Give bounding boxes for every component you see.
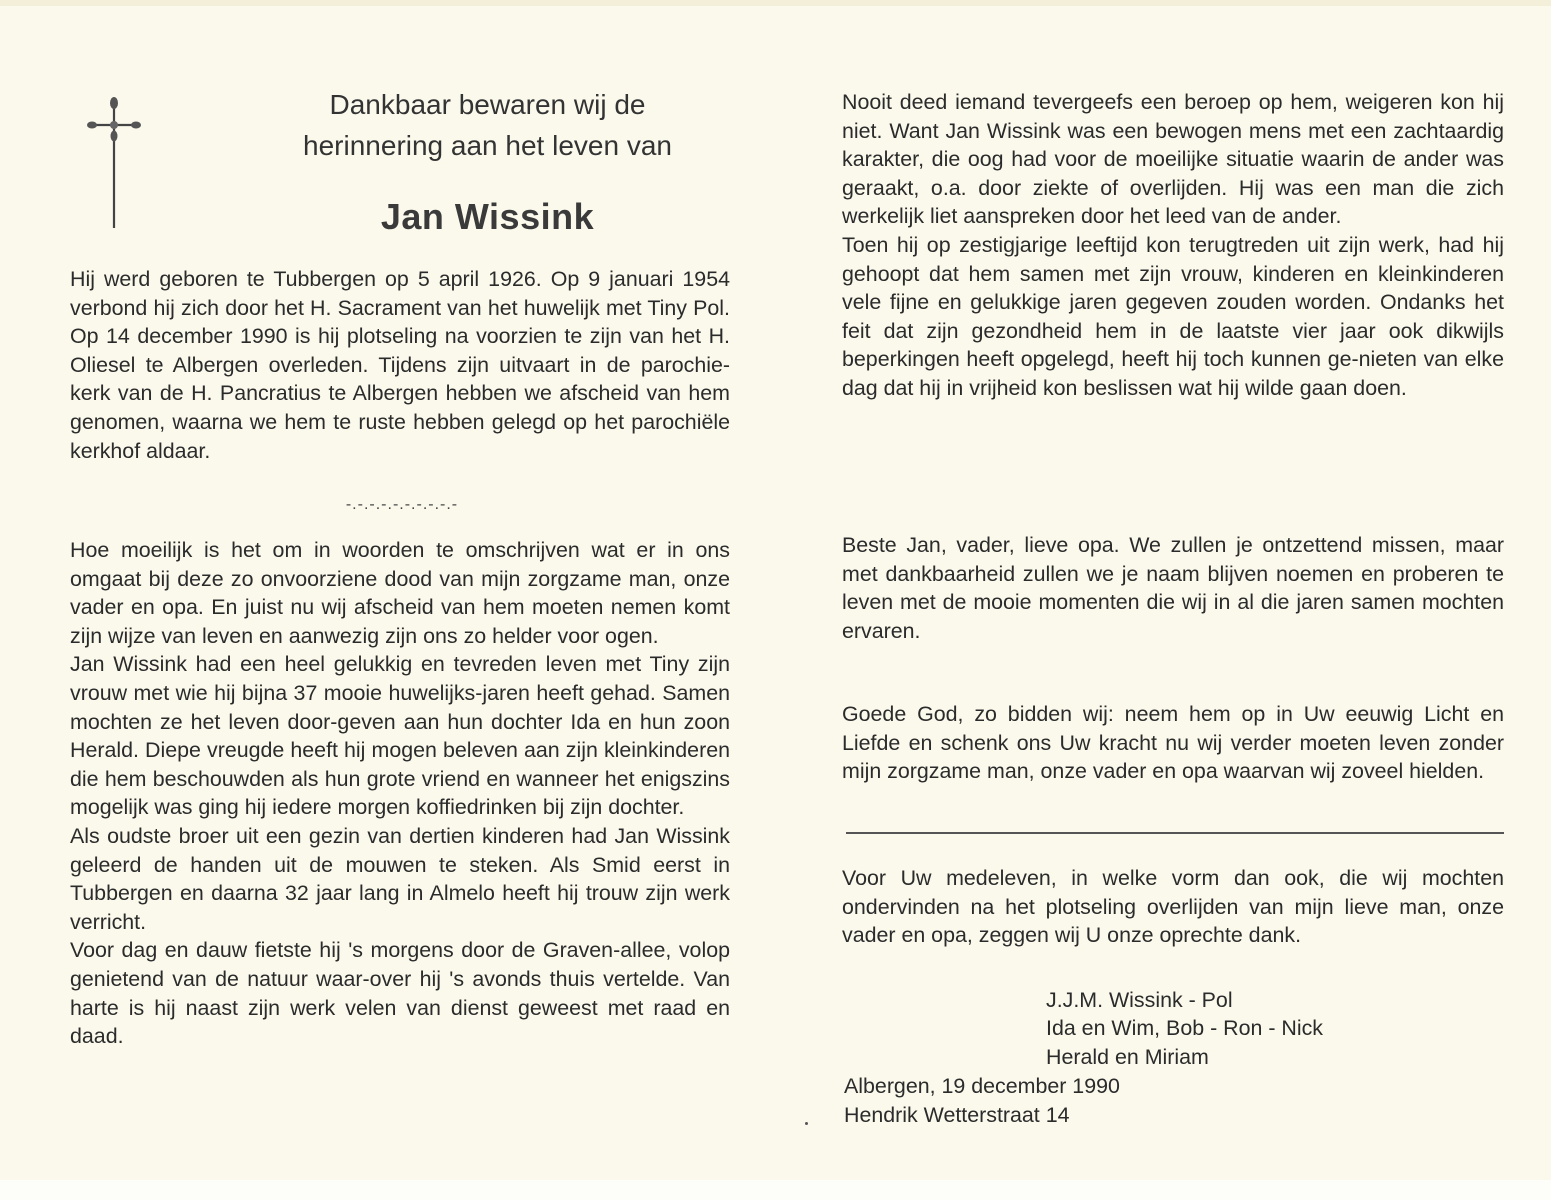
scan-edge-bottom (0, 1180, 1551, 1200)
left-paragraph-1: Hoe moeilijk is het om in woorden te omschrijven wat er in ons omgaat bij deze zo onvoorziene dood van mijn zorgzame man, onze vader en opa. En juist nu wij afscheid van hem moeten nemen komt zijn wijze van leven en aanwezig zijn ons zo helder voor ogen. (70, 538, 730, 648)
right-paragraph-4: Goede God, zo bidden wij: neem hem op in Uw eeuwig Licht en Liefde en schenk ons Uw kracht nu wij verder moeten leven zonder mijn zorgzame man, onze vader en opa waarvan wij zoveel hielden. (842, 702, 1504, 784)
scan-edge-top (0, 0, 1551, 6)
scan-speck (805, 1122, 808, 1125)
place-date: Albergen, 19 december 1990 (844, 1074, 1120, 1098)
memorial-heading (240, 84, 735, 166)
thanks-block (842, 864, 1504, 950)
right-column-prayer (842, 700, 1504, 786)
deceased-name: Jan Wissink (380, 196, 595, 237)
left-column-text (70, 536, 730, 1051)
right-paragraph-3: Beste Jan, vader, lieve opa. We zullen je ontzettend missen, maar met dankbaarheid zullen we je naam blijven noemen en proberen te leven met de mooie momenten die wij in al die jaren samen mochten ervaren. (842, 533, 1504, 643)
right-paragraph-2: Toen hij op zestigjarige leeftijd kon terugtreden uit zijn werk, had hij gehoopt dat hem samen met zijn vrouw, kinderen en kleinkinderen vele fijne en gelukkige jaren gegeven zouden worden. Ondanks het feit dat zijn gezondheid hem in de laatste vier jaar ook dikwijls beperkingen heeft opgelegd, heeft hij toch kunnen ge-nieten van elke dag dat hij in vrijheid kon beslissen wat hij wilde gaan doen. (842, 232, 1504, 400)
heading-line-2: herinnering aan het leven van (303, 130, 672, 161)
right-column-farewell (842, 531, 1504, 645)
signature-line-3: Herald en Miriam (1046, 1045, 1209, 1069)
right-column-text-top (842, 88, 1504, 403)
address: Hendrik Wetterstraat 14 (844, 1103, 1070, 1127)
heading-line-1: Dankbaar bewaren wij de (329, 89, 646, 120)
left-paragraph-2: Jan Wissink had een heel gelukkig en tevreden leven met Tiny zijn vrouw met wie hij bijna 37 mooie huwelijks-jaren heeft gehad. Samen mochten ze het leven door-geven aan hun dochter Ida en hun zoon Herald. Diepe vreugde heeft hij mogen beleven aan zijn kleinkinderen die hem beschouwden als hun grote vriend en wanneer het enigszins mogelijk was ging hij iedere morgen koffiedrinken bij zijn dochter. (70, 652, 730, 820)
signature-line-1: J.J.M. Wissink - Pol (1046, 988, 1233, 1012)
biography-paragraph: Hij werd geboren te Tubbergen op 5 april 1926. Op 9 januari 1954 verbond hij zich door het H. Sacrament van het huwelijk met Tiny Pol. Op 14 december 1990 is hij plotseling na voorzien te zijn van het H. Oliesel te Albergen overleden. Tijdens zijn uitvaart in de parochie-kerk van de H. Pancratius te Albergen hebben we afscheid van hem genomen, waarna we hem te ruste hebben gelegd op het parochiële kerkhof aldaar. (70, 267, 730, 463)
cross-icon (86, 92, 142, 232)
signature-line-2: Ida en Wim, Bob - Ron - Nick (1046, 1016, 1323, 1040)
left-paragraph-3: Als oudste broer uit een gezin van dertien kinderen had Jan Wissink geleerd de handen uit de mouwen te steken. Als Smid eerst in Tubbergen en daarna 32 jaar lang in Almelo heeft hij trouw zijn werk verricht. (70, 823, 730, 934)
biography-block (70, 265, 730, 465)
thanks-paragraph: Voor Uw medeleven, in welke vorm dan ook, die wij mochten ondervinden na het plotseling overlijden van mijn lieve man, onze vader en opa, zeggen wij U onze oprechte dank. (842, 866, 1504, 948)
dotted-separator: -.-.-.-.-.-.-.-.-.- (345, 496, 459, 513)
left-paragraph-4: Voor dag en dauw fietste hij 's morgens door de Graven-allee, volop genietend van de natuur waar-over hij 's avonds thuis vertelde. Van harte is hij naast zijn werk velen van dienst geweest met raad en daad. (70, 938, 730, 1049)
horizontal-rule (846, 832, 1504, 834)
right-paragraph-1: Nooit deed iemand tevergeefs een beroep op hem, weigeren kon hij niet. Want Jan Wissink was een bewogen mens met een zachtaardig karakter, die oog had voor de moeilijke situatie waarin de ander was geraakt, o.a. door ziekte of overlijden. Hij was een man die zich werkelijk liet aanspreken door het leed van de ander. (842, 90, 1504, 229)
